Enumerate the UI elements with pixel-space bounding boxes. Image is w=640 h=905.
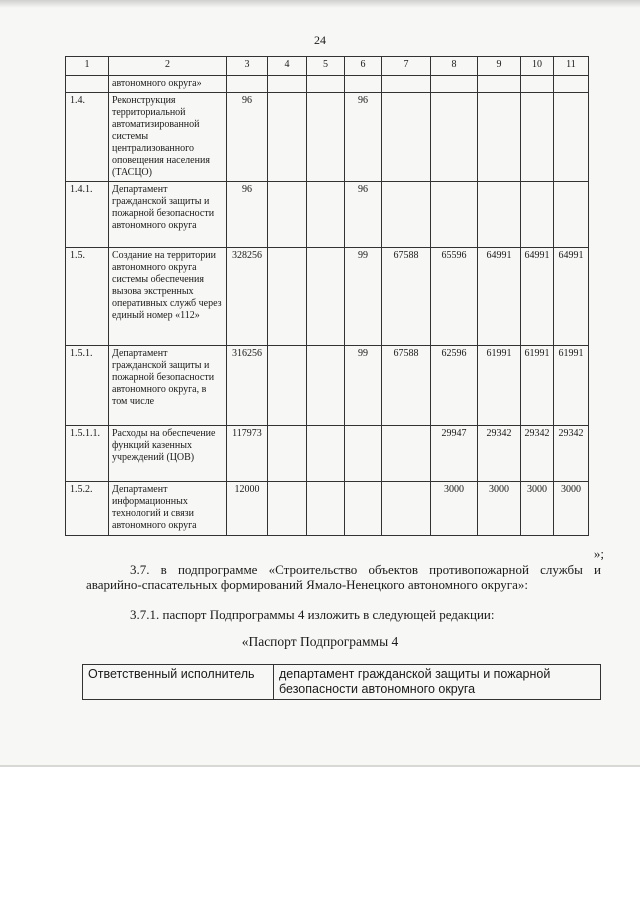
value-cell: 96 (345, 93, 382, 182)
table-row (66, 93, 589, 182)
table-row (66, 182, 589, 248)
value-cell (521, 76, 554, 93)
value-cell (268, 426, 307, 482)
value-cell (307, 426, 345, 482)
value-cell (268, 248, 307, 346)
table-row (66, 248, 589, 346)
value-cell (382, 182, 431, 248)
value-cell (268, 346, 307, 426)
value-cell (431, 93, 478, 182)
table-row (66, 426, 589, 482)
value-cell: 29947 (431, 426, 478, 482)
table-row (66, 482, 589, 536)
value-cell: 328256 (227, 248, 268, 346)
closing-quote-mark: »; (593, 546, 604, 561)
passport-value: департамент гражданской защиты и пожарной безопасности автономного округа (274, 665, 601, 700)
value-cell (345, 426, 382, 482)
value-cell (227, 76, 268, 93)
row-number-cell: 1.4. (66, 93, 109, 182)
value-cell: 96 (345, 182, 382, 248)
page-number: 24 (314, 33, 326, 47)
value-cell (478, 76, 521, 93)
value-cell (307, 76, 345, 93)
value-cell (431, 76, 478, 93)
value-cell (307, 482, 345, 536)
value-cell: 96 (227, 93, 268, 182)
value-cell (382, 482, 431, 536)
paragraph-3-7: 3.7. в подпрограмме «Строительство объектов противопожарной службы и аварийно-спасательных формирований Ямало-Ненецкого автономного округа»: (86, 562, 601, 592)
value-cell (307, 182, 345, 248)
value-cell: 64991 (521, 248, 554, 346)
passport-table (82, 664, 601, 700)
scan-edge-shadow (0, 0, 640, 8)
value-cell: 65596 (431, 248, 478, 346)
row-number-cell: 1.5.2. (66, 482, 109, 536)
value-cell: 3000 (554, 482, 589, 536)
value-cell (345, 76, 382, 93)
value-cell: 61991 (554, 346, 589, 426)
value-cell: 3000 (478, 482, 521, 536)
table-row (66, 76, 589, 93)
value-cell (382, 426, 431, 482)
paragraph-3-7-1: 3.7.1. паспорт Подпрограммы 4 изложить в следующей редакции: (130, 607, 495, 622)
column-header: 10 (521, 57, 554, 76)
row-description-cell: автономного округа» (109, 76, 227, 93)
value-cell: 67588 (382, 346, 431, 426)
column-header: 5 (307, 57, 345, 76)
value-cell: 67588 (382, 248, 431, 346)
column-header: 7 (382, 57, 431, 76)
row-number-cell: 1.4.1. (66, 182, 109, 248)
row-number-cell (66, 76, 109, 93)
value-cell: 96 (227, 182, 268, 248)
row-number-cell: 1.5. (66, 248, 109, 346)
value-cell: 3000 (521, 482, 554, 536)
value-cell (382, 93, 431, 182)
value-cell (478, 93, 521, 182)
value-cell (382, 76, 431, 93)
row-number-cell: 1.5.1.1. (66, 426, 109, 482)
value-cell (554, 93, 589, 182)
column-header: 2 (109, 57, 227, 76)
row-description-cell: Создание на территории автономного округа системы обеспечения вызова экстренных оперативных служб через единый номер «112» (109, 248, 227, 346)
row-number-cell: 1.5.1. (66, 346, 109, 426)
value-cell (268, 76, 307, 93)
value-cell: 12000 (227, 482, 268, 536)
value-cell (307, 346, 345, 426)
passport-label: Ответственный исполнитель (83, 665, 274, 700)
column-header: 8 (431, 57, 478, 76)
value-cell: 29342 (521, 426, 554, 482)
column-header: 11 (554, 57, 589, 76)
value-cell (521, 93, 554, 182)
value-cell (478, 182, 521, 248)
value-cell (345, 482, 382, 536)
value-cell: 62596 (431, 346, 478, 426)
value-cell: 64991 (478, 248, 521, 346)
value-cell: 117973 (227, 426, 268, 482)
value-cell: 3000 (431, 482, 478, 536)
column-header: 6 (345, 57, 382, 76)
value-cell: 61991 (478, 346, 521, 426)
row-description-cell: Департамент информационных технологий и связи автономного округа (109, 482, 227, 536)
table-row (66, 346, 589, 426)
value-cell: 61991 (521, 346, 554, 426)
column-header: 9 (478, 57, 521, 76)
value-cell: 99 (345, 248, 382, 346)
value-cell (431, 182, 478, 248)
passport-title: «Паспорт Подпрограммы 4 (241, 634, 399, 649)
value-cell: 29342 (478, 426, 521, 482)
value-cell (554, 76, 589, 93)
value-cell (554, 182, 589, 248)
budget-table-body (66, 57, 589, 536)
value-cell: 316256 (227, 346, 268, 426)
value-cell (521, 182, 554, 248)
row-description-cell: Департамент гражданской защиты и пожарной безопасности автономного округа, в том числе (109, 346, 227, 426)
passport-row (83, 665, 601, 700)
value-cell: 29342 (554, 426, 589, 482)
budget-table (65, 56, 589, 536)
value-cell (307, 93, 345, 182)
value-cell (307, 248, 345, 346)
row-description-cell: Расходы на обеспечение функций казенных учреждений (ЦОВ) (109, 426, 227, 482)
row-description-cell: Реконструкция территориальной автоматизированной системы централизованного оповещения населения (ТАСЦО) (109, 93, 227, 182)
column-header: 4 (268, 57, 307, 76)
column-header: 3 (227, 57, 268, 76)
value-cell (268, 482, 307, 536)
value-cell: 99 (345, 346, 382, 426)
value-cell (268, 93, 307, 182)
value-cell (268, 182, 307, 248)
table-header-row (66, 57, 589, 76)
row-description-cell: Департамент гражданской защиты и пожарной безопасности автономного округа (109, 182, 227, 248)
value-cell: 64991 (554, 248, 589, 346)
column-header: 1 (66, 57, 109, 76)
